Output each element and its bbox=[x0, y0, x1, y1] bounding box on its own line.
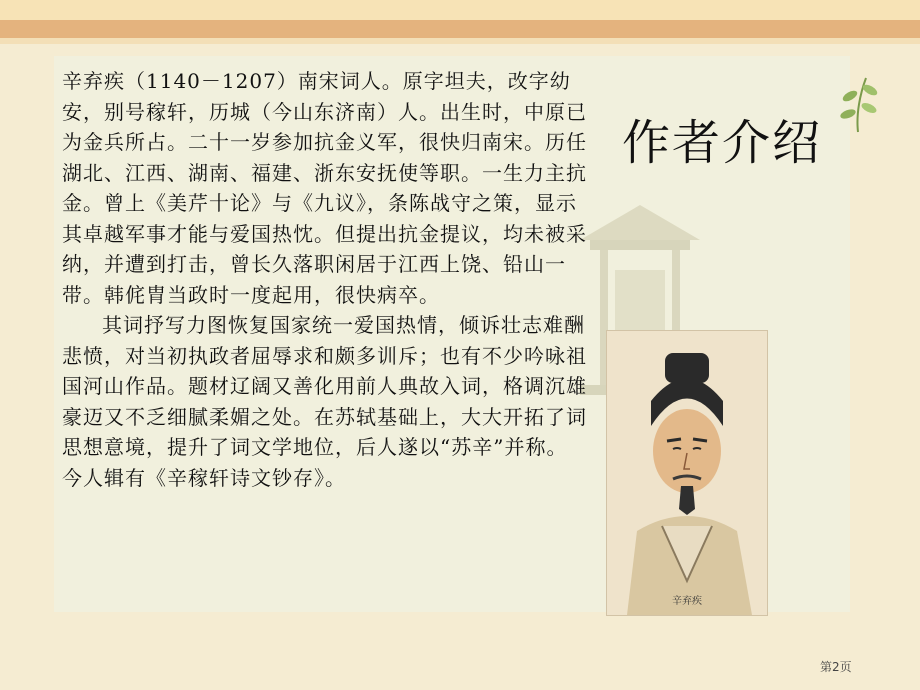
intro-paragraph-2: 其词抒写力图恢复国家统一爱国热情，倾诉壮志难酬悲愤，对当初执政者屈辱求和颇多训斥；也有不少吟咏祖国河山作品。题材辽阔又善化用前人典故入词，格调沉雄豪迈又不乏细腻柔媚之处。在苏轼基础上，大大开拓了词思想意境，提升了词文学地位，后人遂以“苏辛”并称。今人辑有《辛稼轩诗文钞存》。 bbox=[62, 313, 587, 490]
portrait-caption: 辛弃疾 bbox=[672, 596, 702, 607]
author-intro-text bbox=[62, 66, 588, 493]
portrait-figure-icon bbox=[607, 331, 767, 615]
slide-title: 作者介绍 bbox=[622, 115, 823, 171]
page-number: 第2页 bbox=[820, 660, 852, 674]
top-band-orange bbox=[0, 20, 920, 38]
portrait-image bbox=[606, 330, 768, 616]
leaf-decoration-icon bbox=[836, 74, 880, 134]
intro-paragraph-1: 辛弃疾（1140－1207）南宋词人。原字坦夫，改字幼安，别号稼轩，历城（今山东济南）人。出生时，中原已为金兵所占。二十一岁参加抗金义军，很快归南宋。历任湖北、江西、湖南、福建、浙东安抚使等职。一生力主抗金。曾上《美芹十论》与《九议》，条陈战守之策，显示其卓越军事才能与爱国热忱。但提出抗金提议，均未被采纳，并遭到打击，曾长久落职闲居于江西上饶、铅山一带。韩侂胄当政时一度起用，很快病卒。 bbox=[62, 69, 587, 307]
top-band-pale bbox=[0, 38, 920, 44]
top-band-light bbox=[0, 0, 920, 20]
